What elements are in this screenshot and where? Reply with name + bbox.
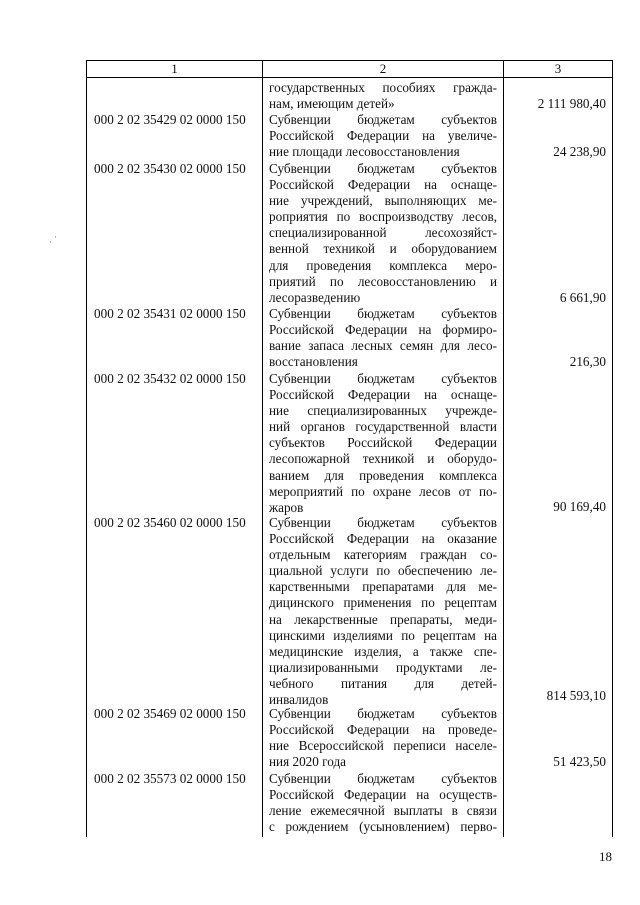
description-line: с рождением (усыновлением) перво-	[269, 819, 497, 835]
scan-mark: ·	[49, 237, 52, 247]
description-line: ление ежемесячной выплаты в связи	[269, 803, 497, 819]
row-code: 000 2 02 35460 02 0000 150	[94, 515, 246, 530]
description-line: Российской Федерации на оказание	[269, 531, 497, 547]
description-line: ние Всероссийской переписи населе-	[269, 738, 497, 754]
header-col-1: 1	[171, 61, 178, 76]
column-divider-2	[503, 60, 504, 837]
table-left-border	[86, 60, 87, 837]
column-divider-1	[262, 60, 263, 837]
description-line: Субвенции бюджетам субъектов	[269, 112, 497, 127]
description-line: вание запаса лесных семян для лесо-	[269, 338, 497, 354]
description-line: мероприятий по охране лесов от по-	[269, 483, 497, 499]
description-line: роприятия по воспроизводству лесов,	[269, 209, 497, 225]
description-line: лесопожарной техникой и оборудо-	[269, 451, 497, 467]
description-line: субъектов Российской Федерации	[269, 435, 497, 451]
row-description	[269, 515, 497, 708]
description-line: Российской Федерации на осуществ-	[269, 787, 497, 803]
continuation-description	[269, 80, 497, 112]
description-line: государственных пособиях гражда-	[269, 80, 497, 95]
description-line: ний органов государственной власти	[269, 419, 497, 435]
description-line: Российской Федерации на оснаще-	[269, 387, 497, 403]
description-line: карственными препаратами для ме-	[269, 579, 497, 595]
description-line: ние площади лесовосстановления	[269, 144, 460, 160]
description-line: Субвенции бюджетам субъектов	[269, 771, 497, 786]
description-line: Субвенции бюджетам субъектов	[269, 515, 497, 530]
description-line: дицинского применения по рецептам	[269, 595, 497, 611]
row-description	[269, 112, 497, 160]
description-line: Российской Федерации на проведе-	[269, 722, 497, 738]
row-code: 000 2 02 35430 02 0000 150	[94, 161, 246, 176]
description-line: Российской Федерации на формиро-	[269, 322, 497, 338]
row-code: 000 2 02 35432 02 0000 150	[94, 371, 246, 386]
description-line: чебного питания для детей-	[269, 675, 497, 691]
row-code: 000 2 02 35573 02 0000 150	[94, 771, 246, 786]
continuation-amount: 2 111 980,40	[537, 96, 606, 111]
description-line: ние учреждений, выполняющих ме-	[269, 193, 497, 209]
row-code: 000 2 02 35431 02 0000 150	[94, 306, 246, 321]
header-bottom-border	[86, 77, 613, 78]
row-amount: 6 661,90	[559, 290, 606, 305]
row-amount: 24 238,90	[553, 144, 606, 159]
table-right-border	[612, 60, 613, 837]
row-description	[269, 161, 497, 306]
description-line: лесоразведению	[269, 289, 361, 305]
description-line: венной техникой и оборудованием	[269, 241, 497, 257]
row-code: 000 2 02 35469 02 0000 150	[94, 706, 246, 721]
description-line: ванием для проведения комплекса	[269, 467, 497, 483]
description-line: на лекарственные препараты, меди-	[269, 611, 497, 627]
description-line: медицинские изделия, а также спе-	[269, 643, 497, 659]
row-code: 000 2 02 35429 02 0000 150	[94, 112, 246, 127]
row-description	[269, 771, 497, 835]
description-line: циальной услуги по обеспечению ле-	[269, 563, 497, 579]
description-line: Субвенции бюджетам субъектов	[269, 161, 497, 176]
scan-mark: ·	[54, 232, 57, 242]
row-amount: 90 169,40	[553, 499, 606, 514]
description-line: для проведения комплекса меро-	[269, 257, 497, 273]
description-line: приятий по лесовосстановлению и	[269, 273, 497, 289]
description-line: Субвенции бюджетам субъектов	[269, 306, 497, 321]
description-line: Российской Федерации на увеличе-	[269, 128, 497, 144]
header-col-3: 3	[554, 61, 562, 76]
row-amount: 51 423,50	[553, 754, 606, 769]
row-description	[269, 706, 497, 770]
description-line: инвалидов	[269, 692, 329, 708]
row-description	[269, 371, 497, 516]
description-line: циализированными продуктами ле-	[269, 659, 497, 675]
description-line: Субвенции бюджетам субъектов	[269, 706, 497, 721]
row-description	[269, 306, 497, 370]
page-number: 18	[599, 849, 612, 864]
description-line: ния 2020 года	[269, 754, 347, 770]
description-line: отдельным категориям граждан со-	[269, 547, 497, 563]
description-line: восстановления	[269, 354, 358, 370]
row-amount: 814 593,10	[546, 688, 606, 703]
description-line: цинскими изделиями по рецептам на	[269, 627, 497, 643]
header-col-2: 2	[379, 61, 387, 76]
row-amount: 216,30	[569, 354, 606, 369]
description-line: специализированной лесохозяйст-	[269, 225, 497, 241]
description-line: нам, имеющим детей»	[269, 96, 395, 112]
description-line: Субвенции бюджетам субъектов	[269, 371, 497, 386]
description-line: Российской Федерации на оснаще-	[269, 177, 497, 193]
description-line: ние специализированных учрежде-	[269, 403, 497, 419]
description-line: жаров	[269, 499, 304, 515]
